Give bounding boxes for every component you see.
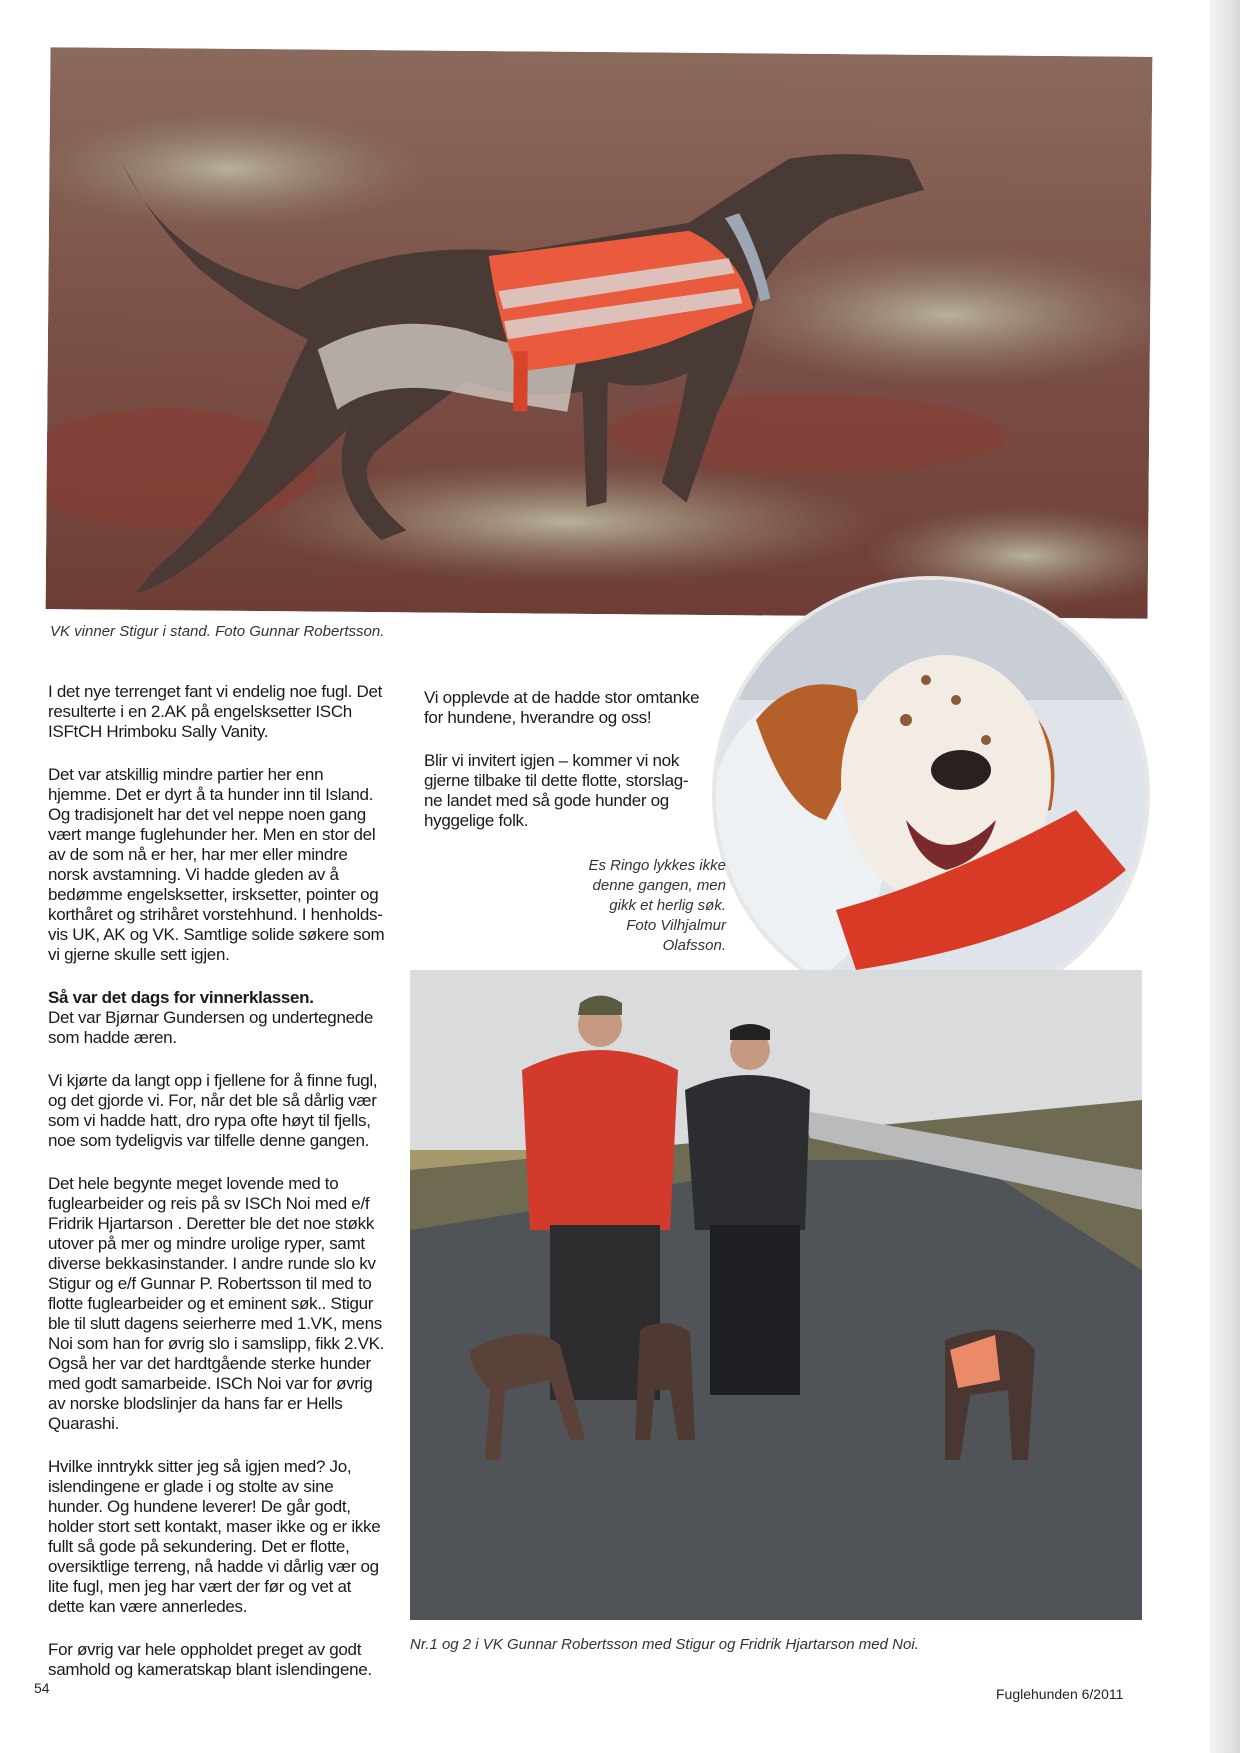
group-photo-caption: Nr.1 og 2 i VK Gunnar Robertsson med Stigur og Fridrik Hjartarson med Noi. — [410, 1636, 919, 1653]
text-line: Quarashi. — [48, 1414, 120, 1433]
text-line: hyggelige folk. — [424, 811, 529, 830]
circle-caption-line: gikk et herlig søk. — [609, 897, 726, 914]
paragraph — [424, 688, 714, 728]
text-line: diverse bekkasinstander. I andre runde slo kv — [48, 1254, 376, 1273]
text-line: I det nye terrenget fant vi endelig noe fugl. Det — [48, 682, 383, 701]
circle-photo-caption — [556, 856, 726, 956]
photo-winners-group — [410, 970, 1142, 1620]
text-line: fullt så gode på sekundering. Det er flotte, — [48, 1537, 350, 1556]
paragraph — [424, 751, 714, 831]
text-line: samhold og kameratskap blant islendingene. — [48, 1660, 372, 1679]
text-line: Det hele begynte meget lovende med to — [48, 1174, 339, 1193]
text-line: vi gjerne skulle sett igjen. — [48, 945, 230, 964]
circle-caption-line: Es Ringo lykkes ikke — [588, 857, 726, 874]
text-line: For øvrig var hele oppholdet preget av godt — [48, 1640, 362, 1659]
text-line: ne landet med så gode hunder og — [424, 791, 669, 810]
text-line: Fridrik Hjartarson . Deretter ble det noe støkk — [48, 1214, 375, 1233]
text-line: hjemme. Det er dyrt å ta hunder inn til Island. — [48, 785, 374, 804]
section-heading: Så var det dags for vinnerklassen. — [48, 988, 314, 1007]
text-line: vært mange fuglehunder her. Men en stor del — [48, 825, 376, 844]
text-line: ble til slutt dagens seierherre med 1.VK, mens — [48, 1314, 382, 1333]
paragraph — [48, 765, 400, 965]
text-line: lite fugl, men jeg har vært der før og vet at — [48, 1577, 352, 1596]
top-photo-caption: VK vinner Stigur i stand. Foto Gunnar Robertsson. — [50, 623, 385, 640]
text-line: utover på mer og mindre urolige ryper, samt — [48, 1234, 365, 1253]
paragraph — [48, 1174, 400, 1434]
text-line: ISFtCH Hrimboku Sally Vanity. — [48, 722, 269, 741]
text-line: vis UK, AK og VK. Samtlige solide søkere som — [48, 925, 385, 944]
text-line: islendingene er glade i og stolte av sine — [48, 1477, 334, 1496]
text-line: noe som tydeligvis var tilfelle denne gangen. — [48, 1131, 370, 1150]
text-line: Vi opplevde at de hadde stor omtanke — [424, 688, 700, 707]
text-line: Og tradisjonelt har det vel neppe noen gang — [48, 805, 366, 824]
text-line: Hvilke inntrykk sitter jeg så igjen med? Jo, — [48, 1457, 352, 1476]
text-line: holder stort sett kontakt, maser ikke og er ikke — [48, 1517, 381, 1536]
text-line: hunder. Og hundene leverer! De går godt, — [48, 1497, 351, 1516]
text-line: som vi hadde hatt, dro rypa ofte høyt til fjells, — [48, 1111, 371, 1130]
magazine-issue: Fuglehunden 6/2011 — [996, 1686, 1124, 1702]
page-number: 54 — [34, 1680, 50, 1696]
text-line: for hundene, hverandre og oss! — [424, 708, 652, 727]
photo-setter-circle — [712, 576, 1150, 1014]
text-line: gjerne tilbake til dette flotte, storslag- — [424, 771, 689, 790]
paragraph — [48, 682, 400, 742]
text-line: Stigur og e/f Gunnar P. Robertsson til med to — [48, 1274, 372, 1293]
text-line: norsk avstamning. Vi hadde gleden av å — [48, 865, 339, 884]
text-line: dette kan være annerledes. — [48, 1597, 248, 1616]
text-line: av norske blodslinjer da hans far er Hells — [48, 1394, 343, 1413]
text-line: flotte fuglearbeider og et eminent søk.. Stigur — [48, 1294, 374, 1313]
text-line: oversiktlige terreng, nå hadde vi dårlig vær og — [48, 1557, 379, 1576]
text-line: Også her var det hardtgående sterke hunder — [48, 1354, 371, 1373]
paragraph — [48, 1640, 400, 1680]
text-line: Det var Bjørnar Gundersen og undertegnede — [48, 1008, 374, 1027]
text-line: Vi kjørte da langt opp i fjellene for å finne fugl, — [48, 1071, 378, 1090]
text-line: og det gjorde vi. For, når det ble så dårlig vær — [48, 1091, 377, 1110]
paragraph — [48, 1071, 400, 1151]
text-line: resulterte i en 2.AK på engelsksetter ISCh — [48, 702, 352, 721]
circle-caption-line: Foto Vilhjalmur — [626, 917, 726, 934]
photo-pointer-in-stand — [46, 47, 1153, 619]
paragraph — [48, 988, 400, 1048]
text-line: fuglearbeider og reis på sv ISCh Noi med e/f — [48, 1194, 370, 1213]
text-line: Blir vi invitert igjen – kommer vi nok — [424, 751, 680, 770]
article-left-column — [48, 682, 400, 1703]
article-middle-column — [424, 688, 714, 854]
scan-edge — [1210, 0, 1240, 1753]
text-line: som hadde æren. — [48, 1028, 177, 1047]
circle-caption-line: Olafsson. — [662, 937, 726, 954]
circle-caption-line: denne gangen, men — [592, 877, 726, 894]
paragraph — [48, 1457, 400, 1617]
text-line: korthåret og strihåret vorstehhund. I henholds- — [48, 905, 383, 924]
text-line: bedømme engelsksetter, irsksetter, pointer og — [48, 885, 379, 904]
text-line: med godt samarbeide. ISCh Noi var for øvrig — [48, 1374, 373, 1393]
text-line: av de som nå er her, har mer eller mindre — [48, 845, 348, 864]
text-line: Noi som han for øvrig slo i samslipp, fikk 2.VK. — [48, 1334, 385, 1353]
text-line: Det var atskillig mindre partier her enn — [48, 765, 324, 784]
